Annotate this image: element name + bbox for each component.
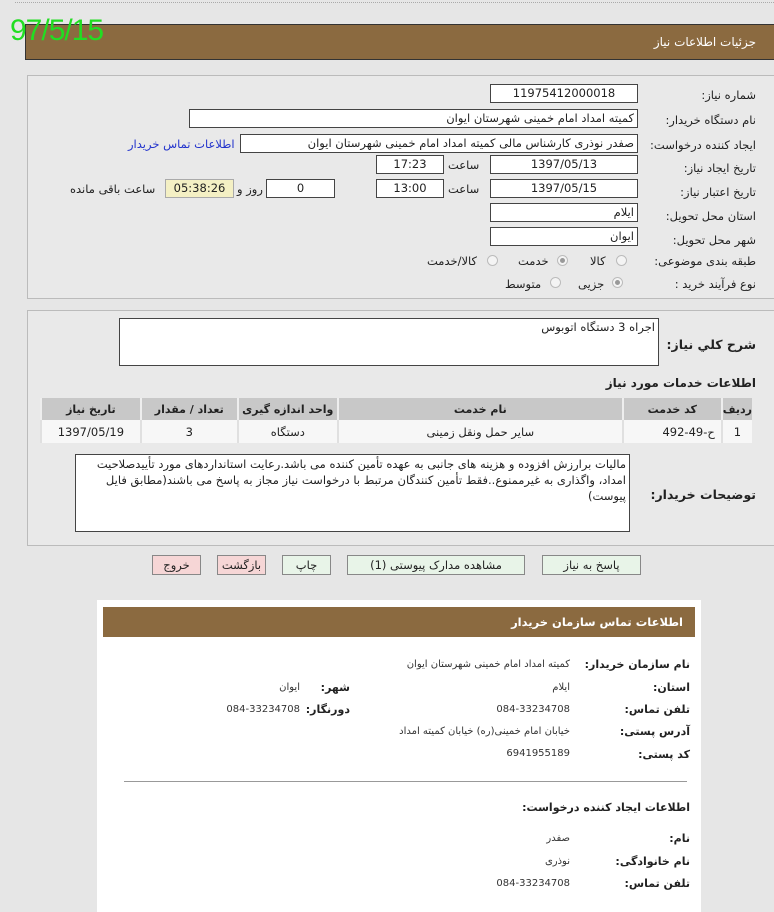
created-time-label: ساعت — [448, 158, 480, 172]
radio-minor[interactable] — [612, 277, 623, 288]
created-time-field[interactable]: 17:23 — [376, 155, 444, 174]
col-qty: تعداد / مقدار — [141, 398, 238, 420]
creator-phone-value: 084-33234708 — [496, 878, 570, 889]
cell-code: ح-49-492 — [623, 420, 722, 443]
creator-phone-label: تلفن تماس: — [624, 877, 690, 890]
need-number-label: شماره نیاز: — [701, 88, 756, 102]
col-date: تاریخ نیاز — [41, 398, 141, 420]
fax-label: دورنگار: — [305, 703, 350, 716]
col-row: ردیف — [722, 398, 752, 420]
contact-card — [97, 600, 701, 912]
description-textarea[interactable]: اجراه 3 دستگاه اتوبوس — [119, 318, 659, 366]
requester-label: ایجاد کننده درخواست: — [650, 138, 756, 152]
print-button[interactable]: چاپ — [282, 555, 331, 575]
radio-service[interactable] — [557, 255, 568, 266]
divider — [124, 781, 687, 782]
buyer-org-field[interactable]: کمیته امداد امام خمینی شهرستان ایوان — [189, 109, 638, 128]
notes-label: توضیحات خریدار: — [650, 487, 756, 502]
address-value: خیابان امام خمینی(ره) خیابان کمیته امداد — [399, 726, 570, 737]
page-title: جزئیات اطلاعات نیاز — [653, 35, 756, 49]
radio-medium[interactable] — [550, 277, 561, 288]
province-contact-label: استان: — [653, 681, 690, 694]
created-date-field[interactable]: 1397/05/13 — [490, 155, 638, 174]
validity-time-label: ساعت — [448, 182, 480, 196]
radio-goods-service-label: کالا/خدمت — [427, 254, 478, 268]
province-label: استان محل تحویل: — [665, 209, 756, 223]
contact-title: اطلاعات تماس سازمان خریدار — [511, 615, 683, 629]
radio-medium-label: متوسط — [505, 277, 542, 291]
cell-date: 1397/05/19 — [41, 420, 141, 443]
validity-date-field[interactable]: 1397/05/15 — [490, 179, 638, 198]
fax-value: 084-33234708 — [226, 704, 300, 715]
province-field[interactable]: ایلام — [490, 203, 638, 222]
contact-header — [103, 607, 695, 637]
family-label: نام خانوادگی: — [615, 855, 690, 868]
phone-label: تلفن تماس: — [624, 703, 690, 716]
org-value: کمیته امداد امام خمینی شهرستان ایوان — [406, 659, 570, 670]
back-button[interactable]: بازگشت — [217, 555, 266, 575]
description-label: شرح کلي نياز: — [666, 337, 756, 352]
city-label: شهر محل تحویل: — [672, 233, 756, 247]
province-contact-value: ایلام — [552, 682, 570, 693]
validity-date-label: تاریخ اعتبار نیاز: — [680, 185, 756, 199]
col-code: کد خدمت — [623, 398, 722, 420]
services-table — [40, 398, 752, 443]
table-row — [41, 420, 752, 443]
org-label: نام سازمان خریدار: — [584, 658, 690, 671]
radio-minor-label: جزیی — [578, 277, 605, 291]
table-header-row — [41, 398, 752, 420]
attachments-button[interactable]: مشاهده مدارک پیوستی (1) — [347, 555, 525, 575]
col-name: نام خدمت — [338, 398, 623, 420]
requester-field[interactable]: صفدر نوذری کارشناس مالی کمیته امداد امام خمینی شهرستان ایوان — [240, 134, 638, 153]
address-label: آدرس پستی: — [619, 725, 690, 738]
family-value: نوذری — [544, 856, 570, 867]
radio-service-label: خدمت — [518, 254, 549, 268]
col-unit: واحد اندازه گیری — [238, 398, 338, 420]
process-label: نوع فرآیند خرید : — [674, 277, 756, 291]
services-title: اطلاعات خدمات مورد نیاز — [605, 376, 756, 390]
exit-button[interactable]: خروج — [152, 555, 201, 575]
page-header — [25, 24, 774, 60]
created-date-label: تاریخ ایجاد نیاز: — [683, 161, 756, 175]
city-field[interactable]: ایوان — [490, 227, 638, 246]
days-label: روز و — [237, 182, 263, 196]
remaining-time-field: 05:38:26 — [165, 179, 234, 198]
cell-name: سایر حمل ونقل زمینی — [338, 420, 623, 443]
buyer-org-label: نام دستگاه خریدار: — [665, 113, 756, 127]
name-value: صفدر — [546, 833, 570, 844]
buyer-contact-link[interactable]: اطلاعات تماس خریدار — [128, 137, 235, 151]
cell-row: 1 — [722, 420, 752, 443]
creator-title: اطلاعات ایجاد کننده درخواست: — [522, 801, 690, 814]
remaining-days-field[interactable]: 0 — [266, 179, 335, 198]
divider — [15, 2, 774, 3]
city-contact-label: شهر: — [320, 681, 350, 694]
postal-label: کد پستی: — [638, 748, 690, 761]
radio-goods-service[interactable] — [487, 255, 498, 266]
radio-goods[interactable] — [616, 255, 627, 266]
radio-goods-label: کالا — [590, 254, 606, 268]
need-number-field[interactable]: 11975412000018 — [490, 84, 638, 103]
city-contact-value: ایوان — [279, 682, 300, 693]
notes-textarea[interactable]: مالیات برارزش افزوده و هزینه های جانبی به عهده تأمین کننده می باشد.رعایت استانداردهای مورد تأییدصلاحیت امداد، واگذاری به غیرممنوع..فقط تأمین کنندگان مرتبط با درخواست نیاز مجاز به پاسخ می باشند(مطابق فایل پیوست) — [75, 454, 630, 532]
category-label: طبقه بندی موضوعی: — [654, 254, 756, 268]
phone-value: 084-33234708 — [496, 704, 570, 715]
remaining-label: ساعت باقی مانده — [70, 182, 156, 196]
date-stamp: 97/5/15 — [10, 14, 104, 47]
cell-qty: 3 — [141, 420, 238, 443]
validity-time-field[interactable]: 13:00 — [376, 179, 444, 198]
reply-button[interactable]: پاسخ به نیاز — [542, 555, 641, 575]
cell-unit: دستگاه — [238, 420, 338, 443]
postal-value: 6941955189 — [506, 748, 570, 759]
name-label: نام: — [669, 832, 690, 845]
